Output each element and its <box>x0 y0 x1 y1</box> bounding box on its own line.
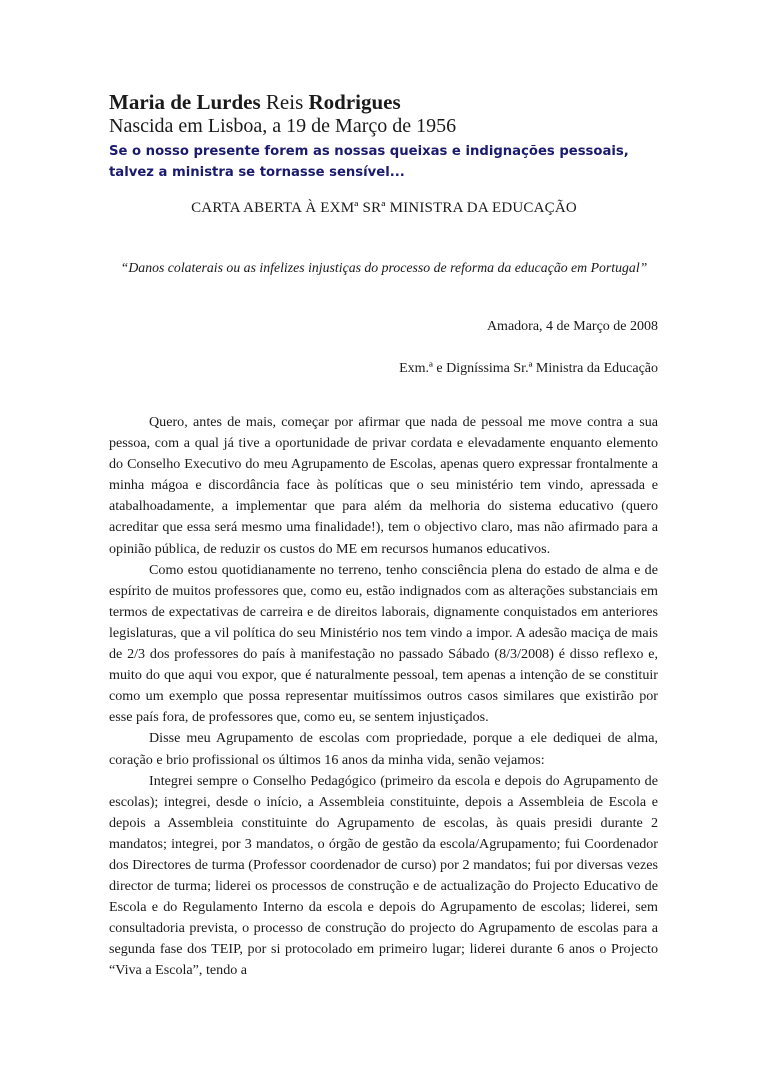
author-name-middle: Reis <box>265 90 304 114</box>
body-paragraph: Disse meu Agrupamento de escolas com propriedade, porque a ele dediquei de alma, coração e brio profissional os últimos 16 anos da minha vida, senão vejamos: <box>109 730 658 768</box>
author-name-first: Maria de Lurdes <box>109 90 261 114</box>
salutation: Exm.ª e Digníssima Sr.ª Ministra da Educação <box>399 361 658 376</box>
author-name-last: Rodrigues <box>308 90 401 114</box>
body-paragraph: Integrei sempre o Conselho Pedagógico (primeiro da escola e depois do Agrupamento de escolas); integrei, desde o início, a Assembleia constituinte, depois a Assembleia de Escola e depois a Assembleia constituinte do Agrupamento de escolas, às quais presidi durante 2 mandatos; integrei, por 3 mandatos, o órgão de gestão da escola/Agrupamento; fui Coordenador dos Directores de turma (Professor coordenador de curso) por 2 mandatos; fui por diversas vezes director de turma; liderei os processos de construção e de actualização do Projecto Educativo de Escola e do Regulamento Interno da escola e depois do Agrupamento de escolas; liderei, sem consultadoria prevista, o processo de construção do projecto do Agrupamento de escolas para a segunda fase dos TEIP, por si protocolado em primeiro lugar; liderei durante 6 anos o Projecto “Viva a Escola”, tendo a <box>109 772 658 979</box>
letter-title: CARTA ABERTA À EXMª SRª MINISTRA DA EDUCAÇÃO <box>191 200 577 216</box>
body-paragraph: Quero, antes de mais, começar por afirmar que nada de pessoal me move contra a sua pessoa, com a qual já tive a oportunidade de privar cordata e elevadamente enquanto elemento do Conselho Executivo do meu Agrupamento de Escolas, apenas quero expressar frontalmente a minha mágoa e discordância face às políticas que o seu ministério tem vindo, apressada e atabalhoadamente, a implementar que para além da melhoria do sistema educativo (quero acreditar que essa será mesmo uma finalidade!), tem o objectivo claro, mas não afirmado para a opinião pública, de reduzir os custos do ME em recursos humanos educativos. <box>109 414 658 557</box>
motto: Se o nosso presente forem as nossas queixas e indignações pessoais, talvez a ministra se tornasse sensível... <box>109 144 629 180</box>
author-name <box>109 90 669 114</box>
document-header <box>109 90 669 183</box>
birth-info: Nascida em Lisboa, a 19 de Março de 1956 <box>109 115 457 137</box>
letter-body <box>109 412 658 982</box>
body-paragraph: Como estou quotidianamente no terreno, tenho consciência plena do estado de alma e de espírito de muitos professores que, como eu, estão indignados com as alterações substanciais em termos de expectativas de carreira e de direitos laborais, dignamente conquistados em anteriores legislaturas, que a vil política do seu Ministério nos tem vindo a impor. A adesão maciça de mais de 2/3 dos professores do país à manifestação no passado Sábado (8/3/2008) é disso reflexo e, muito do que aqui vou expor, que é naturalmente pessoal, tem apenas a intenção de se constituir como um exemplo que possa representar muitíssimos outros casos similares que existirão por esse país fora, de professores que, como eu, se sentem injustiçados. <box>109 561 658 726</box>
date-place: Amadora, 4 de Março de 2008 <box>486 319 658 334</box>
letter-subtitle: “Danos colaterais ou as infelizes injustiças do processo de reforma da educação em Portugal” <box>120 260 648 275</box>
